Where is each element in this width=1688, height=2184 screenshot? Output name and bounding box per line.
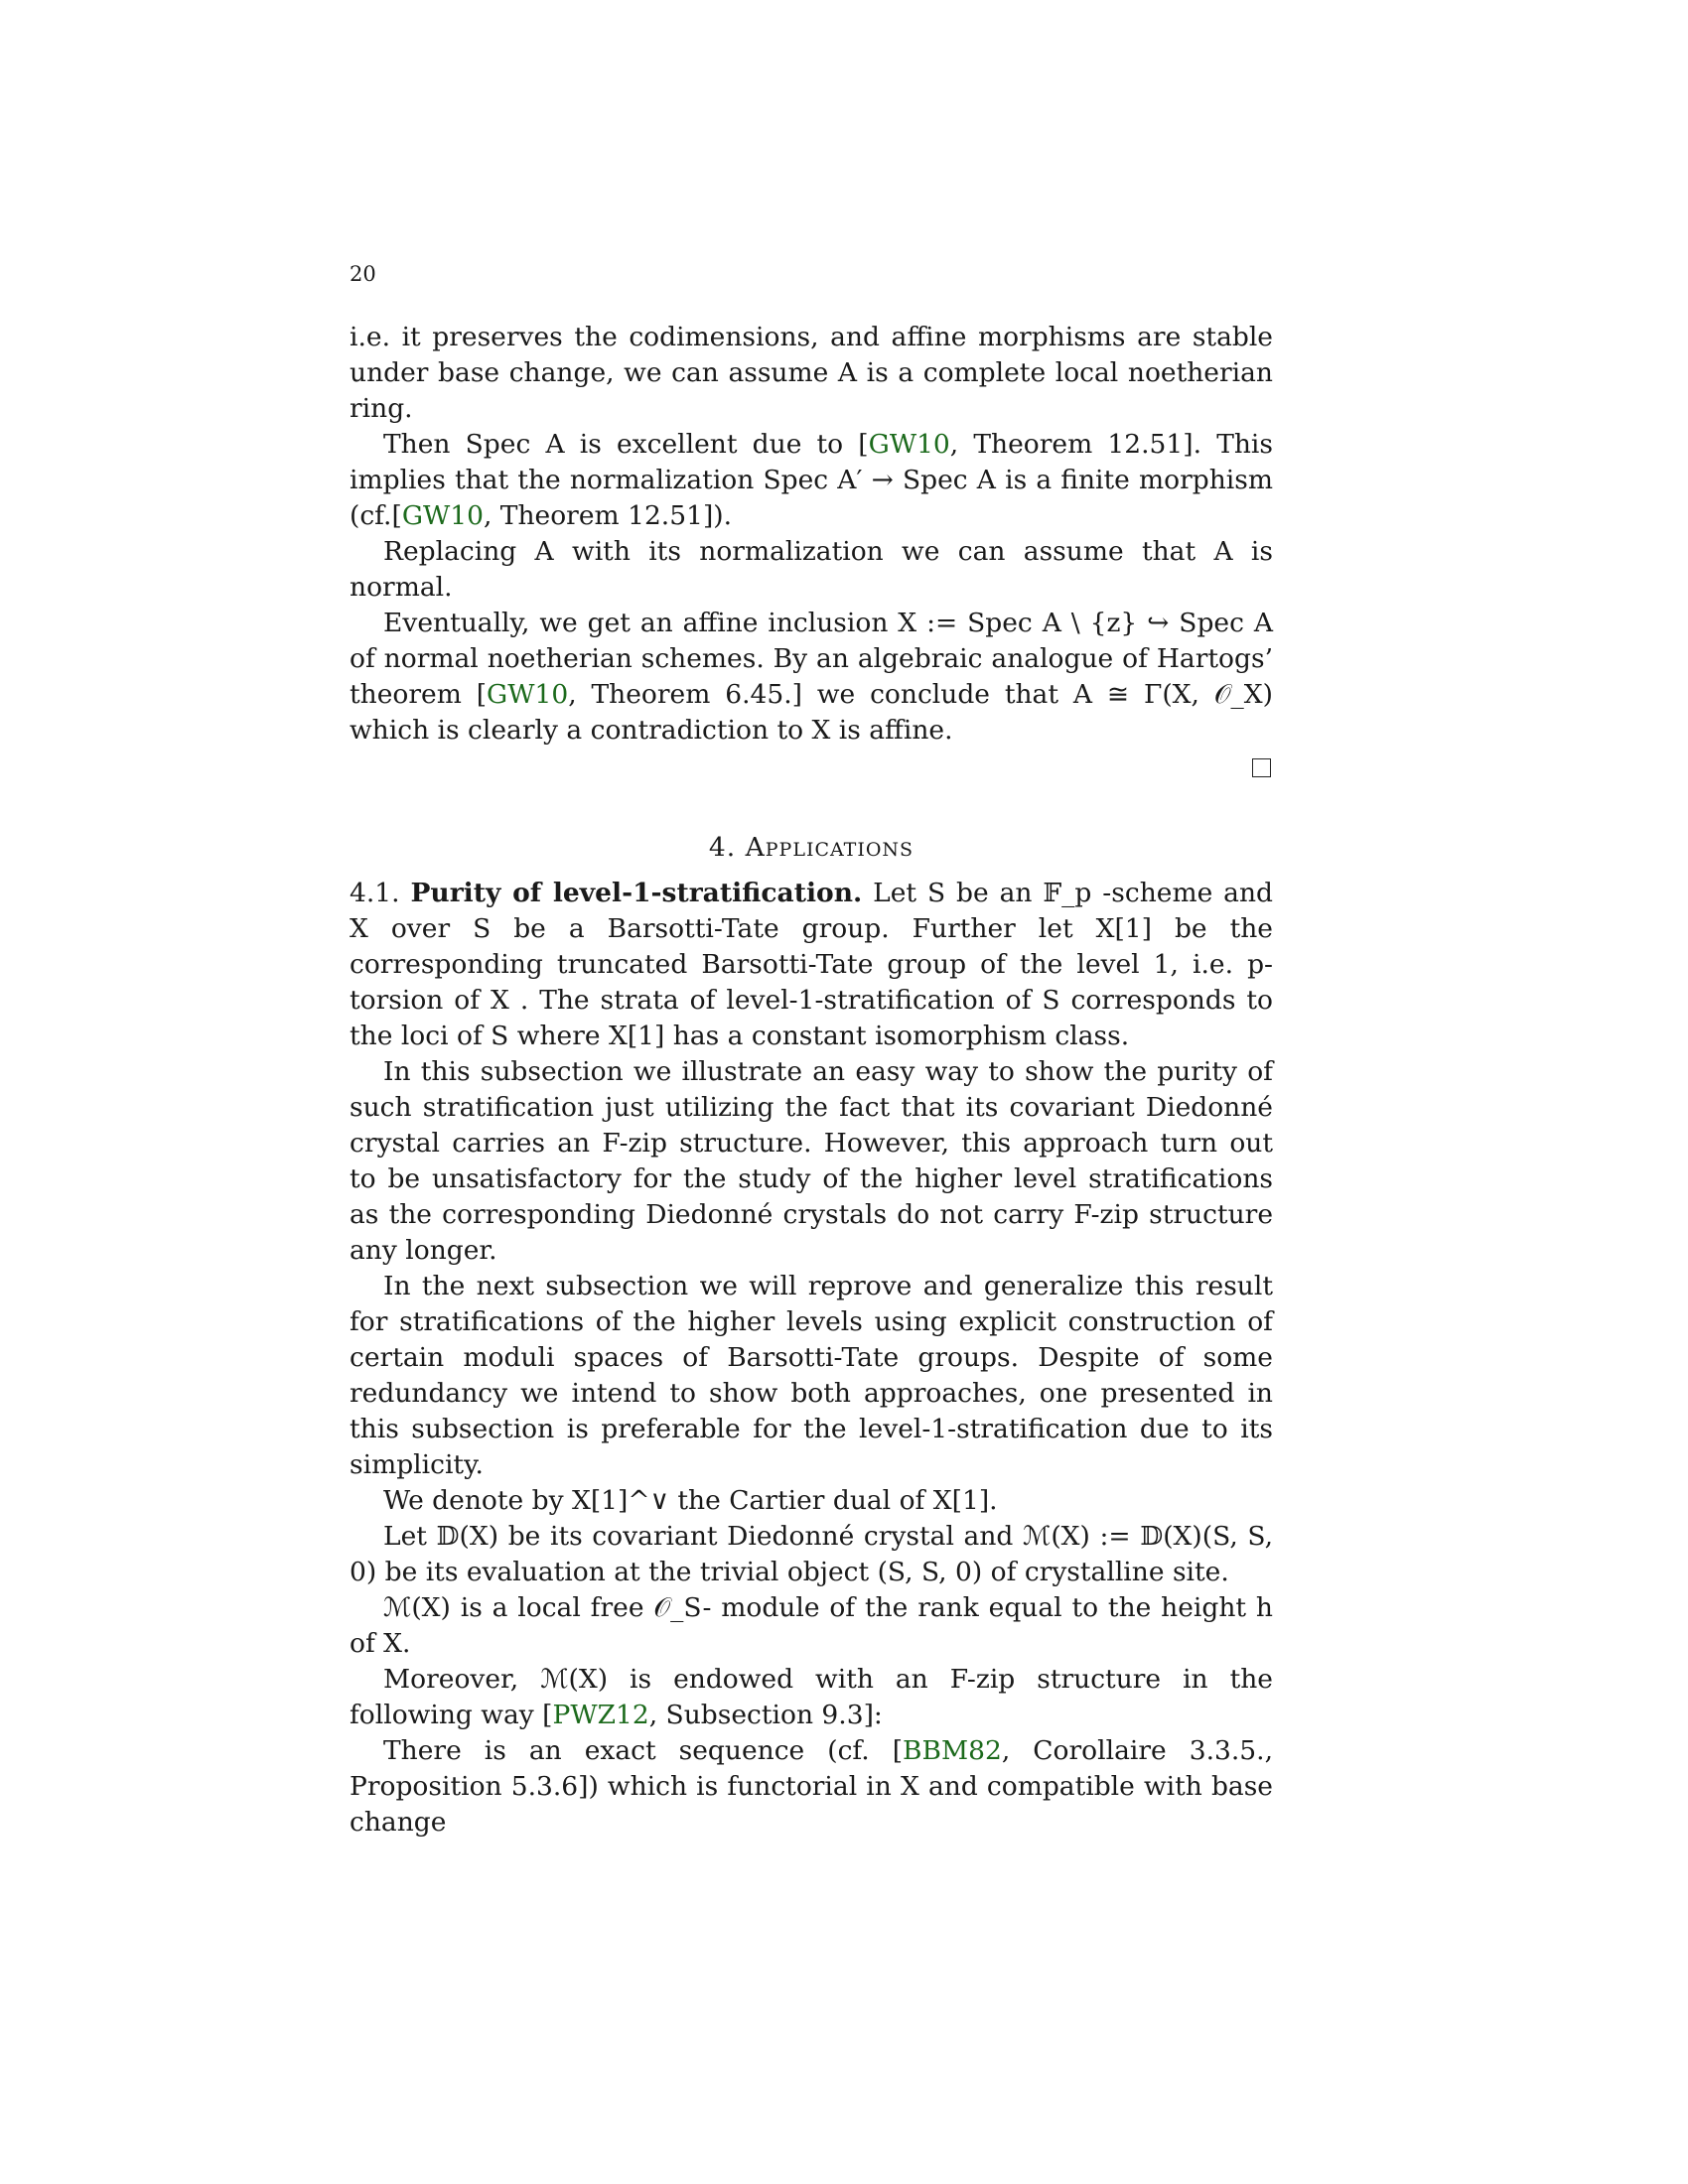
page-number: 20	[350, 262, 376, 286]
paragraph	[350, 427, 1273, 534]
paragraph: Let 𝔻(X) be its covariant Diedonné crystal and ℳ(X) := 𝔻(X)(S, S, 0) be its evaluation at the trivial object (S, S, 0) of crystalline site.	[350, 1521, 1273, 1587]
paragraph: i.e. it preserves the codimensions, and affine morphisms are stable under base change, we can assume A is a complete local noetherian ring.	[350, 322, 1273, 424]
paragraph: We denote by X[1]^∨ the Cartier dual of X[1].	[383, 1485, 998, 1516]
text-span: Let S be an 𝔽_p -scheme and X over S be a Barsotti-Tate group. Further let X[1] be the corresponding truncated Barsotti-Tate group of the level 1, i.e. p-torsion of X . The strata of level-1-stratification of S corresponds to the loci of S where X[1] has a constant isomorphism class.	[350, 878, 1273, 1051]
text-span: , Subsection 9.3]:	[648, 1700, 883, 1730]
paragraph	[350, 1733, 1273, 1841]
citation-link[interactable]: PWZ12	[552, 1700, 649, 1730]
text-span: Moreover, ℳ(X) is endowed with an F-zip structure in the following way [	[350, 1664, 1273, 1730]
citation-link[interactable]: BBM82	[903, 1735, 1002, 1766]
paragraph: In this subsection we illustrate an easy way to show the purity of such stratification just utilizing the fact that its covariant Diedonné crystal carries an F-zip structure. However, this approach turn out to be unsatisfactory for the study of the higher level stratifications as the corresponding Diedonné crystals do not carry F-zip structure any longer.	[350, 1056, 1273, 1266]
section-heading: 4. Applications	[708, 832, 914, 863]
paragraph: ℳ(X) is a local free 𝒪_S- module of the rank equal to the height h of X.	[350, 1592, 1273, 1659]
text-span: , Theorem 12.51]. This implies that the normalization Spec A′ → Spec A is a finite morphism (cf.[	[350, 429, 1274, 531]
citation-link[interactable]: GW10	[487, 679, 569, 710]
qed-square-icon	[1252, 758, 1271, 777]
page-body	[350, 320, 1273, 1841]
paragraph	[350, 1662, 1273, 1733]
qed-row	[350, 749, 1273, 800]
paragraph	[350, 876, 1273, 1054]
text-span: , Theorem 12.51]).	[483, 500, 733, 531]
text-span: , Corollaire 3.3.5., Proposition 5.3.6]) which is functorial in X and compatible with base change	[350, 1735, 1273, 1838]
subsection-title: Purity of level-1-stratification.	[410, 878, 863, 908]
text-span: There is an exact sequence (cf. [	[383, 1735, 904, 1766]
text-span: Then Spec A is excellent due to [	[383, 429, 869, 460]
subsection-number: 4.1.	[350, 878, 400, 908]
citation-link[interactable]: GW10	[401, 500, 484, 531]
text-span: Eventually, we get an affine inclusion X := Spec A \ {z} ↪ Spec A of normal noetherian schemes. By an algebraic analogue of Hartogs’ theorem [	[350, 608, 1273, 710]
paragraph: Replacing A with its normalization we can assume that A is normal.	[350, 536, 1273, 603]
paragraph: In the next subsection we will reprove and generalize this result for stratifications of the higher levels using explicit construction of certain moduli spaces of Barsotti-Tate groups. Despite of some redundancy we intend to show both approaches, one presented in this subsection is preferable for the level-1-stratification due to its simplicity.	[350, 1271, 1273, 1480]
paragraph	[350, 606, 1273, 749]
text-span: , Theorem 6.45.] we conclude that A ≅ Γ(X, 𝒪_X) which is clearly a contradiction to X is affine.	[350, 679, 1273, 746]
citation-link[interactable]: GW10	[868, 429, 950, 460]
